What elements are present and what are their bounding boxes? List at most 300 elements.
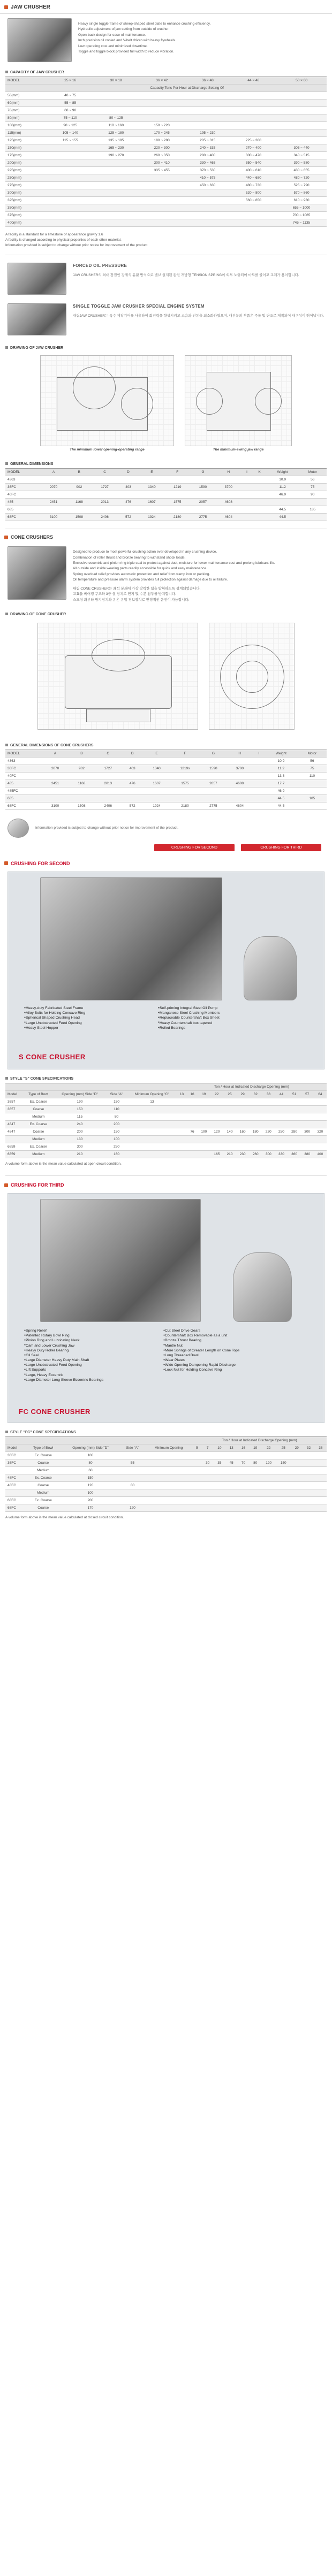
bullet-icon: [5, 346, 8, 349]
capacity-row: [5, 219, 327, 227]
fc-spec-cell: 120: [120, 1504, 145, 1512]
fc-spec-cell: [237, 1474, 249, 1482]
capacity-cell: [47, 219, 93, 227]
fc-spec-cell: [237, 1489, 249, 1497]
jaw-dims-cell: 4363: [5, 476, 41, 484]
jaw-dims-cell: 2070: [41, 484, 66, 491]
fc-spec-cell: Medium: [26, 1489, 61, 1497]
fc-spec-cell: [192, 1452, 201, 1459]
s-labels-left: ● Heavy-duty Fabricated Steel Frame ● Alloy Bolts for Holding Concave Ring ● Spherical Shaped Crushing Head ● Large Unobstructed Feed Opening ● Heavy Steel Hopper: [24, 1006, 85, 1030]
fc-spec-cell: [5, 1467, 26, 1474]
jaw-dims-cell: [299, 514, 327, 521]
s-note: A volume form above is the mean value calculated at open circuit condition.: [5, 1161, 122, 1166]
cone-intro-text: Designed to produce to most powerful crushing action ever developed in any crushing device. Combination of roller thrust and bronze bearing to withstand shock loads. Exclusive eccentric and pinion ring triple seal to protect against dust, moisture for lower maintenance cost and prolong lubricant life. All outside and inside wearing parts readily accessible for quick and easy maintenance. Spring overload relief provides automatic protection and relief from tramp iron or packing. Oil temperature and pressure alarm system provides full protection against damage due to oil failure. 대림 CONE CRUSHER는 쇄석 분쇄에 가장 강력한 힘을 발휘하도록 설계되었습니다. 고효율 베어링 구조와 3중 씰 장치로 먼지 및 수분 침투를 방지합니다. 스프링 과부하 방지장치와 유온·유압 경보장치로 안정적인 운전이 가능합니다.: [73, 550, 275, 602]
s-spec-cell: Ex. Coarse: [23, 1098, 54, 1105]
s-spec-cell: [177, 1105, 187, 1113]
capacity-title: CAPACITY OF JAW CRUSHER: [0, 68, 332, 77]
capacity-header: 30 × 18: [93, 77, 139, 85]
jaw-dims-cell: [190, 506, 216, 514]
capacity-row: [5, 107, 327, 114]
capacity-cell: [139, 212, 185, 219]
crushing-second-button[interactable]: CRUSHING FOR SECOND: [154, 844, 235, 851]
fc-spec-cell: [250, 1504, 261, 1512]
fc-spec-cell: [225, 1497, 237, 1504]
s-spec-header: 64: [314, 1090, 327, 1098]
cone-dims-cell: [69, 787, 95, 794]
s-spec-row: [5, 1105, 327, 1113]
cone-dims-cell: [253, 765, 265, 772]
fc-spec-cell: 35: [214, 1459, 225, 1467]
s-spec-cell: [236, 1143, 249, 1150]
cone-dims-cell: 476: [121, 779, 143, 787]
s-spec-cell: [301, 1120, 314, 1128]
capacity-cell: 300 ~ 470: [231, 152, 277, 159]
capacity-cell: [139, 107, 185, 114]
cone-dims-header: MODEL: [5, 750, 42, 757]
s-cone-model: S CONE CRUSHER: [19, 1052, 86, 1061]
jaw-dims-cell: 1924: [139, 514, 165, 521]
cone-dims-cell: 75: [298, 765, 327, 772]
fc-spec-cell: [120, 1497, 145, 1504]
jaw-dims-cell: [139, 491, 165, 499]
fc-spec-cell: [201, 1474, 213, 1482]
s-spec-cell: 80: [105, 1113, 127, 1120]
s-spec-cell: [223, 1105, 236, 1113]
fc-spec-row: [5, 1452, 327, 1459]
jaw-dims-cell: 3700: [216, 484, 242, 491]
jaw-dims-cell: 403: [117, 484, 139, 491]
cone-dims-header: A: [42, 750, 68, 757]
capacity-cell: 570 ~ 860: [276, 189, 327, 197]
s-spec-cell: [127, 1143, 177, 1150]
cone-dims-cell: [95, 757, 121, 765]
cone-dims-cell: 2406: [95, 802, 121, 809]
capacity-cell: 260 ~ 350: [139, 152, 185, 159]
s-spec-cell: [177, 1150, 187, 1158]
cone-dims-cell: 17.7: [265, 779, 298, 787]
s-spec-cell: 250: [275, 1128, 288, 1135]
third-title: CRUSHING FOR THIRD: [0, 1180, 332, 1190]
fc-spec-row: [5, 1474, 327, 1482]
capacity-header: 36 × 42: [139, 77, 185, 85]
cone-dims-cell: 2013: [95, 779, 121, 787]
fc-spec-cell: [303, 1497, 314, 1504]
fc-spec-header: 16: [237, 1444, 249, 1452]
capacity-cell: [185, 92, 231, 100]
jaw-dims-row: [5, 476, 327, 484]
s-spec-cell: [198, 1135, 210, 1143]
s-spec-row: [5, 1135, 327, 1143]
fc-group-head: Ton / Hour at Indicated Discharge Opening (mm): [192, 1437, 327, 1444]
capacity-cell: [47, 212, 93, 219]
jaw-dims-cell: [92, 491, 118, 499]
capacity-cell: 70(mm): [5, 107, 47, 114]
fc-spec-cell: [303, 1474, 314, 1482]
jaw-dims-cell: 185: [299, 506, 327, 514]
fc-spec-cell: [261, 1497, 276, 1504]
crushing-third-button[interactable]: CRUSHING FOR THIRD: [241, 844, 321, 851]
s-spec-cell: 240: [54, 1120, 106, 1128]
capacity-cell: 655 ~ 1000: [276, 204, 327, 212]
fc-spec-cell: [315, 1474, 327, 1482]
cone-dims-cell: 1590: [200, 765, 227, 772]
fc-spec-cell: [214, 1489, 225, 1497]
jaw-dims-cell: 2180: [164, 514, 190, 521]
cone-dims-cell: 1340: [144, 765, 170, 772]
capacity-cell: 430 ~ 655: [276, 167, 327, 174]
jaw-dims-cell: 2057: [190, 499, 216, 506]
cone-dims-cell: [42, 772, 68, 779]
capacity-cell: 195 ~ 230: [185, 129, 231, 137]
jaw-dims-cell: 10.9: [267, 476, 299, 484]
cone-dims-cell: [121, 794, 143, 802]
jaw-dims-cell: 44.5: [267, 514, 299, 521]
jaw-crusher-photo: [7, 18, 72, 62]
jaw-dims-cell: [216, 491, 242, 499]
capacity-cell: [93, 197, 139, 204]
fc-spec-cell: 55: [120, 1459, 145, 1467]
s-spec-cell: [223, 1113, 236, 1120]
cone-section: [0, 532, 332, 853]
s-spec-header: Minimum Opening "C": [127, 1090, 177, 1098]
jaw-dims-cell: [242, 514, 253, 521]
s-spec-cell: [177, 1120, 187, 1128]
jaw-dims-cell: [117, 491, 139, 499]
jaw-dims-cell: [252, 499, 266, 506]
cone-dims-cell: [298, 787, 327, 794]
capacity-cell: [93, 189, 139, 197]
fc-spec-header: 22: [261, 1444, 276, 1452]
jaw-dims-cell: 2775: [190, 514, 216, 521]
fc-spec-cell: [120, 1467, 145, 1474]
capacity-row: [5, 159, 327, 167]
capacity-cell: 80 ~ 125: [93, 114, 139, 122]
capacity-header: 36 × 48: [185, 77, 231, 85]
cone-dims-cell: [253, 779, 265, 787]
cone-dims-row: [5, 779, 327, 787]
jaw-dims-row: [5, 499, 327, 506]
fc-spec-cell: 200: [61, 1497, 120, 1504]
cone-dims-cell: 485: [5, 779, 42, 787]
capacity-cell: [93, 219, 139, 227]
fc-spec-cell: [261, 1504, 276, 1512]
s-spec-cell: [288, 1105, 301, 1113]
capacity-cell: [93, 212, 139, 219]
capacity-row: [5, 182, 327, 189]
cone-dims-cell: 4608: [227, 779, 253, 787]
s-spec-header: 51: [288, 1090, 301, 1098]
cone-top-drawing: [209, 623, 295, 730]
fc-spec-cell: [5, 1489, 26, 1497]
s-spec-cell: 210: [54, 1150, 106, 1158]
s-spec-cell: 140: [223, 1128, 236, 1135]
jaw-dims-cell: 2013: [92, 499, 118, 506]
jaw-dims-cell: 685: [5, 506, 41, 514]
fc-spec-cell: [120, 1489, 145, 1497]
jaw-dims-row: [5, 514, 327, 521]
capacity-cell: 560 ~ 850: [231, 197, 277, 204]
cone-dims-cell: [200, 787, 227, 794]
jaw-dims-header: K: [252, 469, 266, 476]
jaw-intro: [0, 14, 332, 66]
capacity-row: [5, 174, 327, 182]
fc-spec-header: 29: [291, 1444, 303, 1452]
fc-labels-left: ● Spring Relief ● Patented Rotary Bowl Ring ● Pinion Ring and Lubricating Neck ● Cam and Lower Crushing Jaw ● Heavy Duty Roller Bearing ● Oil Seal ● Large Diameter Heavy Duty Main Shaft ● Large Unobstructed Feed Opening ● Lift Supports ● Large, Heavy Eccentric ● Large Diameter Long Sleeve Eccentric Bearings: [24, 1328, 103, 1382]
jaw-dims-cell: [242, 491, 253, 499]
jaw-dims-cell: 1607: [139, 499, 165, 506]
jaw-dims-header: D: [117, 469, 139, 476]
capacity-cell: 55 ~ 85: [47, 100, 93, 107]
jaw-dims-cell: [216, 506, 242, 514]
fc-spec-cell: 80: [250, 1459, 261, 1467]
capacity-cell: [231, 219, 277, 227]
fc-spec-cell: [303, 1467, 314, 1474]
fc-spec-header: 38: [315, 1444, 327, 1452]
capacity-cell: 450 ~ 630: [185, 182, 231, 189]
jaw-dims-cell: 44.5: [267, 506, 299, 514]
fc-spec-cell: Ex. Coarse: [26, 1452, 61, 1459]
cone-dims-cell: 3100: [42, 802, 68, 809]
cone-dims-cell: 13.3: [265, 772, 298, 779]
capacity-cell: [47, 182, 93, 189]
fc-spec-row: [5, 1504, 327, 1512]
fc-spec-row: [5, 1467, 327, 1474]
notice-photo: [7, 819, 29, 838]
capacity-cell: 165 ~ 230: [93, 144, 139, 152]
cone-dims-cell: [121, 757, 143, 765]
s-spec-cell: 150: [105, 1098, 127, 1105]
capacity-cell: 610 ~ 930: [276, 197, 327, 204]
fc-cone-part: [233, 1252, 292, 1322]
s-spec-cell: [236, 1105, 249, 1113]
s-spec-cell: 250: [105, 1143, 127, 1150]
jaw-dims-cell: 75: [299, 484, 327, 491]
fc-spec-cell: [250, 1452, 261, 1459]
fc-spec-cell: [261, 1452, 276, 1459]
capacity-cell: 300 ~ 410: [139, 159, 185, 167]
s-labels-right: ● Self-priming Integral Steel Oil Pump ● Manganese Steel Crushing Members ● Replaceable Countershaft Box Sheet ● Heavy Countershaft box tapered ● Rolled Bearings: [158, 1006, 220, 1030]
jaw-dims-cell: 1590: [190, 484, 216, 491]
capacity-cell: 90 ~ 125: [47, 122, 93, 129]
fc-spec-cell: [237, 1497, 249, 1504]
s-spec-cell: [210, 1135, 223, 1143]
cone-dims-cell: [227, 794, 253, 802]
s-spec-cell: 76: [187, 1128, 197, 1135]
s-spec-cell: [236, 1135, 249, 1143]
s-spec-cell: 100: [198, 1128, 210, 1135]
fc-spec-row: [5, 1482, 327, 1489]
jaw-dims-cell: 56: [299, 476, 327, 484]
fc-spec-cell: Coarse: [26, 1504, 61, 1512]
fc-spec-cell: [250, 1489, 261, 1497]
s-spec-cell: [275, 1105, 288, 1113]
jaw-dims-cell: [164, 476, 190, 484]
jaw-dims-cell: [252, 484, 266, 491]
jaw-drawings: [0, 352, 332, 455]
capacity-cell: [139, 197, 185, 204]
s-spec-cell: [236, 1113, 249, 1120]
fc-spec-cell: [225, 1482, 237, 1489]
s-spec-cell: 120: [210, 1128, 223, 1135]
jaw-dims-cell: [164, 506, 190, 514]
capacity-cell: 350(mm): [5, 204, 47, 212]
capacity-cell: 40 ~ 75: [47, 92, 93, 100]
s-spec-cell: 13: [127, 1098, 177, 1105]
s-spec-cell: 4847: [5, 1128, 23, 1135]
s-spec-cell: [262, 1143, 275, 1150]
s-spec-cell: [314, 1105, 327, 1113]
fc-spec-cell: [145, 1482, 193, 1489]
capacity-header: 50 × 60: [276, 77, 327, 85]
fc-spec-cell: [201, 1497, 213, 1504]
fc-spec-cell: [315, 1497, 327, 1504]
capacity-cell: [231, 204, 277, 212]
cone-dims-cell: 902: [69, 765, 95, 772]
s-spec-cell: [275, 1120, 288, 1128]
cone-dims-cell: 2057: [200, 779, 227, 787]
capacity-cell: [93, 182, 139, 189]
s-spec-cell: 210: [223, 1150, 236, 1158]
cone-dims-cell: [69, 772, 95, 779]
capacity-cell: 400(mm): [5, 219, 47, 227]
s-spec-cell: 200: [105, 1120, 127, 1128]
capacity-cell: 105 ~ 140: [47, 129, 93, 137]
cone-notice: Information provided is subject to change without prior notice for improvement of the product.: [0, 814, 332, 842]
capacity-cell: 225(mm): [5, 167, 47, 174]
s-spec-cell: [223, 1120, 236, 1128]
s-spec-cell: [249, 1135, 262, 1143]
jaw-dims-cell: 46.9: [267, 491, 299, 499]
bullet-icon: [5, 1431, 8, 1433]
jaw-dims-cell: [66, 491, 92, 499]
cone-dims-cell: 685: [5, 794, 42, 802]
fc-spec-cell: 80: [120, 1482, 145, 1489]
s-spec-cell: Coarse: [23, 1128, 54, 1135]
fc-spec-cell: 30: [201, 1459, 213, 1467]
cone-dims-cell: [144, 787, 170, 794]
fc-spec-cell: [237, 1452, 249, 1459]
s-spec-cell: [223, 1098, 236, 1105]
capacity-cell: 110 ~ 160: [93, 122, 139, 129]
fc-spec-cell: [250, 1467, 261, 1474]
jaw-dims-cell: [41, 506, 66, 514]
cone-dims-cell: 4604: [227, 802, 253, 809]
capacity-cell: [276, 92, 327, 100]
capacity-cell: [276, 114, 327, 122]
cone-dims-cell: [144, 794, 170, 802]
s-spec-cell: 150: [54, 1105, 106, 1113]
s-cone-cutaway: [40, 877, 222, 1000]
s-spec-header: 22: [210, 1090, 223, 1098]
fc-spec-cell: [315, 1504, 327, 1512]
bullet-icon: [5, 71, 8, 73]
s-spec-cell: [223, 1135, 236, 1143]
fc-spec-cell: [291, 1497, 303, 1504]
fc-spec-cell: [225, 1474, 237, 1482]
jaw-dims-cell: [252, 476, 266, 484]
cone-intro: [0, 542, 332, 607]
capacity-cell: [185, 107, 231, 114]
fc-spec-cell: [291, 1504, 303, 1512]
s-spec-header: 57: [301, 1090, 314, 1098]
fc-spec-header: Type of Bowl: [26, 1444, 61, 1452]
jaw-dims-row: [5, 491, 327, 499]
s-spec-row: [5, 1128, 327, 1135]
capacity-table: [5, 77, 327, 227]
cone-dims-cell: [69, 757, 95, 765]
jaw-dims-cell: [252, 506, 266, 514]
capacity-cell: 335 ~ 455: [139, 167, 185, 174]
capacity-cell: [185, 100, 231, 107]
s-spec-cell: [249, 1113, 262, 1120]
s-spec-cell: [198, 1150, 210, 1158]
fc-spec-cell: [201, 1504, 213, 1512]
s-spec-cell: [187, 1098, 197, 1105]
fc-spec-cell: 150: [61, 1474, 120, 1482]
fc-spec-cell: [303, 1459, 314, 1467]
s-spec-cell: [198, 1120, 210, 1128]
capacity-row: [5, 212, 327, 219]
capacity-cell: [47, 167, 93, 174]
s-spec-cell: [187, 1113, 197, 1120]
s-spec-cell: [177, 1143, 187, 1150]
capacity-cell: [185, 204, 231, 212]
jaw-dims-cell: 2451: [41, 499, 66, 506]
fc-spec-header: 25: [276, 1444, 291, 1452]
cone-dims-cell: [95, 794, 121, 802]
capacity-cell: 190 ~ 270: [93, 152, 139, 159]
s-spec-cell: Medium: [23, 1135, 54, 1143]
capacity-cell: [185, 114, 231, 122]
s-spec-cell: 380: [301, 1150, 314, 1158]
fc-spec-cell: 120: [261, 1459, 276, 1467]
jaw-dims-cell: 36FC: [5, 484, 41, 491]
fc-spec-cell: [192, 1489, 201, 1497]
s-spec-cell: 3657: [5, 1098, 23, 1105]
s-spec-cell: [5, 1135, 23, 1143]
capacity-row: [5, 167, 327, 174]
fc-spec-header: Side "A": [120, 1444, 145, 1452]
cone-dims-cell: [95, 772, 121, 779]
fc-spec-cell: [303, 1504, 314, 1512]
fc-spec-cell: [291, 1482, 303, 1489]
capacity-cell: [93, 167, 139, 174]
s-spec-cell: [314, 1143, 327, 1150]
cone-dims-cell: 572: [121, 802, 143, 809]
fc-spec-cell: [276, 1467, 291, 1474]
fc-spec-row: [5, 1489, 327, 1497]
s-spec-cell: [249, 1143, 262, 1150]
cone-dims-cell: 44.5: [265, 794, 298, 802]
jaw-dims-cell: [117, 506, 139, 514]
s-spec-cell: 3657: [5, 1105, 23, 1113]
cone-dims-header: Weight: [265, 750, 298, 757]
s-spec-cell: 300: [54, 1143, 106, 1150]
jaw-intro-text: Heavy single toggle frame of sheep-shaped steel plate to enhance crushing efficiency. Hydraulic adjustment of jaw setting from outside of crusher. Open-back design for ease of maintenance. Inch precision oil cooled and V-belt driven with heavy flywheels. Low operating cost and minimized downtime. Toggle and toggle block provided full width to reduce vibration.: [78, 22, 211, 54]
cone-title: CONE CRUSHERS: [0, 532, 332, 542]
s-spec-cell: [198, 1143, 210, 1150]
cone-dims-cell: [121, 787, 143, 794]
s-spec-cell: [127, 1113, 177, 1120]
s-spec-header: Model: [5, 1090, 23, 1098]
capacity-cell: 80(mm): [5, 114, 47, 122]
cone-dims-cell: [200, 772, 227, 779]
capacity-cell: 125(mm): [5, 137, 47, 144]
capacity-cell: [139, 204, 185, 212]
fc-spec-cell: 80: [61, 1459, 120, 1467]
cone-dims-cell: 485FC: [5, 787, 42, 794]
fc-spec-cell: 100: [61, 1489, 120, 1497]
